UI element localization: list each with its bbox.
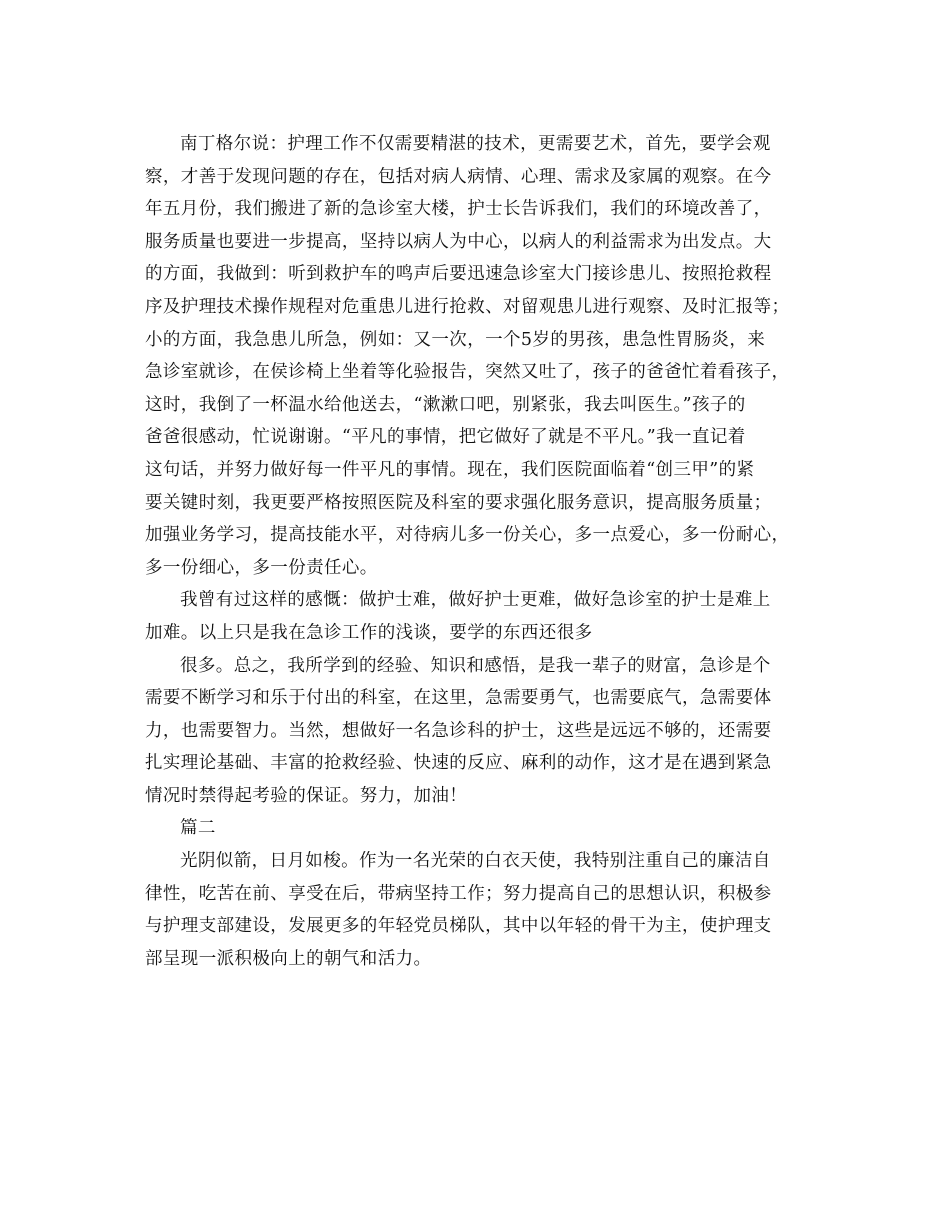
paragraph-reflection <box>145 584 807 649</box>
text-line: 扎实理论基础、丰富的抢救经验、快速的反应、麻利的动作，这才是在遇到紧急 <box>145 753 772 774</box>
text-line: 年五月份，我们搬进了新的急诊室大楼，护士长告诉我们，我们的环境改善了， <box>145 199 772 220</box>
section-heading <box>145 812 807 845</box>
text-line: 服务质量也要进一步提高，坚持以病人为中心，以病人的利益需求为出发点。大 <box>145 231 772 252</box>
text-line: 的方面，我做到：听到救护车的鸣声后要迅速急诊室大门接诊患儿、按照抢救程 <box>145 264 772 285</box>
text-line: 加强业务学习，提高技能水平，对待病儿多一份关心，多一点爱心，多一份耐心， <box>145 525 790 546</box>
text-line: 多一份细心，多一份责任心。 <box>145 557 378 578</box>
text-line: 情况时禁得起考验的保证。努力，加油！ <box>145 785 468 806</box>
paragraph-nightingale <box>145 128 807 584</box>
text-line: 南丁格尔说：护理工作不仅需要精湛的技术，更需要艺术，首先，要学会观 <box>180 134 771 154</box>
text-line: 这时，我倒了一杯温水给他送去，“漱漱口吧，别紧张，我去叫医生。”孩子的 <box>145 394 746 415</box>
text-line: 力，也需要智力。当然，想做好一名急诊科的护士，这些是远远不够的，还需要 <box>145 720 772 741</box>
text-line: 律性，吃苦在前、享受在后，带病坚持工作；努力提高自己的思想认识，积极参 <box>145 883 772 904</box>
text-line: 很多。总之，我所学到的经验、知识和感悟，是我一辈子的财富，急诊是个 <box>180 655 771 676</box>
text-line: 序及护理技术操作规程对危重患儿进行抢救、对留观患儿进行观察、及时汇报等； <box>145 296 790 317</box>
text-line: 加难。以上只是我在急诊工作的浅谈，要学的东西还很多 <box>145 622 593 643</box>
section-heading-text: 篇二 <box>180 818 216 839</box>
paragraph-section-two <box>145 845 807 975</box>
text-line: 部呈现一派积极向上的朝气和活力。 <box>145 948 432 969</box>
text-line: 光阴似箭，日月如梭。作为一名光荣的白衣天使，我特别注重自己的廉洁自 <box>180 851 771 872</box>
paragraph-summary <box>145 650 807 813</box>
text-line: 与护理支部建设，发展更多的年轻党员梯队，其中以年轻的骨干为主，使护理支 <box>145 916 772 937</box>
text-line: 爸爸很感动，忙说谢谢。“平凡的事情，把它做好了就是不平凡。”我一直记着 <box>145 427 746 448</box>
document-body <box>145 128 807 975</box>
text-line: 我曾有过这样的感慨：做护士难，做好护士更难，做好急诊室的护士是难上 <box>180 590 771 611</box>
text-line: 要关键时刻，我更要严格按照医院及科室的要求强化服务意识，提高服务质量； <box>145 492 772 513</box>
text-line: 急诊室就诊，在侯诊椅上坐着等化验报告，突然又吐了，孩子的爸爸忙着看孩子， <box>145 362 790 383</box>
text-line: 察，才善于发现问题的存在，包括对病人病情、心理、需求及家属的观察。在今 <box>145 166 772 187</box>
text-line: 需要不断学习和乐于付出的科室，在这里，急需要勇气，也需要底气，急需要体 <box>145 688 772 709</box>
text-line: 小的方面，我急患儿所急，例如：又一次，一个5岁的男孩，患急性胃肠炎，来 <box>145 329 766 350</box>
text-line: 这句话，并努力做好每一件平凡的事情。现在，我们医院面临着“创三甲”的紧 <box>145 459 755 480</box>
